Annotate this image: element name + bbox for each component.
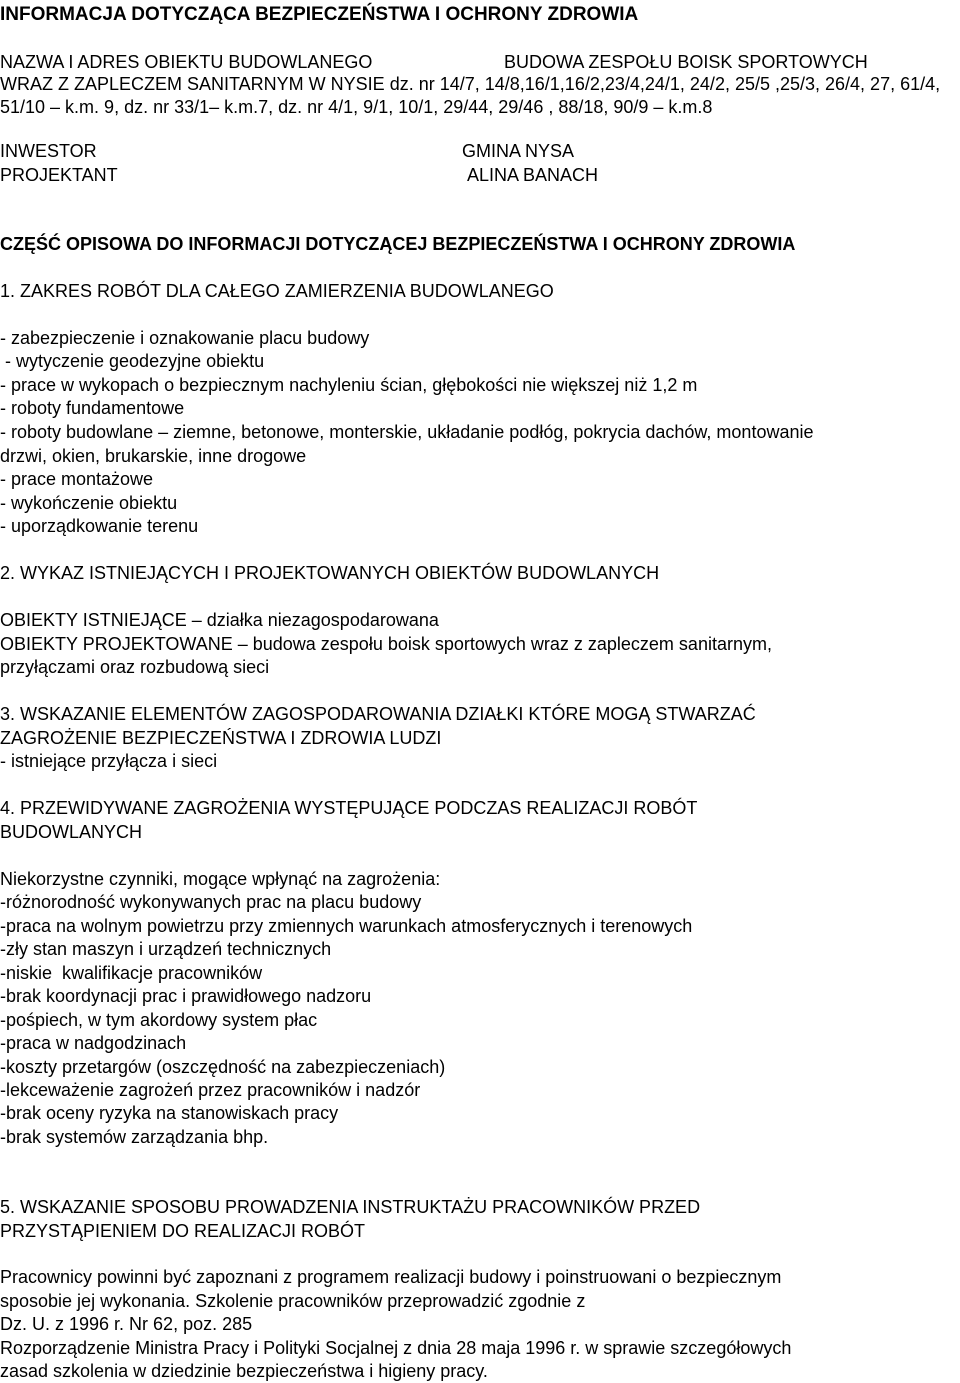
text-line: OBIEKTY ISTNIEJĄCE – działka niezagospodarowana	[0, 610, 439, 630]
list-item: - prace montażowe	[0, 469, 154, 489]
list-item: -pośpiech, w tym akordowy system płac	[0, 1010, 318, 1030]
site-value: BUDOWA ZESPOŁU BOISK SPORTOWYCH	[504, 52, 868, 72]
paragraph-line: zasad szkolenia w dziedzinie bezpieczeństwa i higieny pracy.	[0, 1361, 488, 1381]
list-item: -brak koordynacji prac i prawidłowego nadzoru	[0, 986, 372, 1006]
list-item: -brak oceny ryzyka na stanowiskach pracy	[0, 1103, 339, 1123]
list-item: - zabezpieczenie i oznakowanie placu budowy	[0, 328, 370, 348]
list-item: -koszty przetargów (oszczędność na zabezpieczeniach)	[0, 1057, 446, 1077]
list-item: -różnorodność wykonywanych prac na placu budowy	[0, 892, 422, 912]
list-item: - roboty budowlane – ziemne, betonowe, monterskie, układanie podłóg, pokrycia dachów, montowanie	[0, 422, 814, 442]
list-item: -praca na wolnym powietrzu przy zmiennych warunkach atmosferycznych i terenowych	[0, 916, 693, 936]
paragraph-line: sposobie jej wykonania. Szkolenie pracowników przeprowadzić zgodnie z	[0, 1291, 586, 1311]
section2-heading: 2. WYKAZ ISTNIEJĄCYCH I PROJEKTOWANYCH OBIEKTÓW BUDOWLANYCH	[0, 563, 660, 583]
site-label: NAZWA I ADRES OBIEKTU BUDOWLANEGO	[0, 52, 373, 72]
list-item: -zły stan maszyn i urządzeń technicznych	[0, 939, 332, 959]
investor-label: INWESTOR	[0, 141, 97, 161]
paragraph-line: Pracownicy powinni być zapoznani z programem realizacji budowy i poinstruowani o bezpiecznym	[0, 1267, 782, 1287]
site-address-line: WRAZ Z ZAPLECZEM SANITARNYM W NYSIE dz. nr 14/7, 14/8,16/1,16/2,23/4,24/1, 24/2, 25/5 ,25/3, 26/4, 27, 61/4,	[0, 74, 941, 94]
list-item: - wykończenie obiektu	[0, 493, 178, 513]
site-parcels-line: 51/10 – k.m. 9, dz. nr 33/1– k.m.7, dz. nr 4/1, 9/1, 10/1, 29/44, 29/46 , 88/18, 90/9 – k.m.8	[0, 97, 713, 117]
list-item: -praca w nadgodzinach	[0, 1033, 187, 1053]
section5-heading: 5. WSKAZANIE SPOSOBU PROWADZENIA INSTRUKTAŻU PRACOWNIKÓW PRZED	[0, 1197, 701, 1217]
list-item: - prace w wykopach o bezpiecznym nachyleniu ścian, głębokości nie większej niż 1,2 m	[0, 375, 698, 395]
list-item-continuation: drzwi, okien, brukarskie, inne drogowe	[0, 446, 307, 466]
text-line: OBIEKTY PROJEKTOWANE – budowa zespołu boisk sportowych wraz z zapleczem sanitarnym,	[0, 634, 772, 654]
section4-heading: 4. PRZEWIDYWANE ZAGROŻENIA WYSTĘPUJĄCE PODCZAS REALIZACJI ROBÓT	[0, 798, 698, 818]
designer-label: PROJEKTANT	[0, 165, 118, 185]
designer-value: ALINA BANACH	[467, 165, 599, 185]
list-item: - istniejące przyłącza i sieci	[0, 751, 218, 771]
paragraph-line: Rozporządzenie Ministra Pracy i Polityki Socjalnej z dnia 28 maja 1996 r. w sprawie szczegółowych	[0, 1338, 792, 1358]
investor-value: GMINA NYSA	[462, 141, 575, 161]
list-item: -lekceważenie zagrożeń przez pracowników i nadzór	[0, 1080, 421, 1100]
section5-heading-continuation: PRZYSTĄPIENIEM DO REALIZACJI ROBÓT	[0, 1221, 366, 1241]
section-subtitle: CZĘŚĆ OPISOWA DO INFORMACJI DOTYCZĄCEJ BEZPIECZEŃSTWA I OCHRONY ZDROWIA	[0, 234, 796, 254]
list-item: -niskie kwalifikacje pracowników	[0, 963, 263, 983]
list-item: - roboty fundamentowe	[0, 398, 185, 418]
section3-heading-continuation: ZAGROŻENIE BEZPIECZEŃSTWA I ZDROWIA LUDZI	[0, 728, 442, 748]
section4-intro: Niekorzystne czynniki, mogące wpłynąć na zagrożenia:	[0, 869, 441, 889]
section4-heading-continuation: BUDOWLANYCH	[0, 822, 143, 842]
document-title: INFORMACJA DOTYCZĄCA BEZPIECZEŃSTWA I OCHRONY ZDROWIA	[0, 4, 639, 25]
list-item: -brak systemów zarządzania bhp.	[0, 1127, 269, 1147]
list-item: - uporządkowanie terenu	[0, 516, 199, 536]
text-line: przyłączami oraz rozbudową sieci	[0, 657, 270, 677]
paragraph-line: Dz. U. z 1996 r. Nr 62, poz. 285	[0, 1314, 253, 1334]
list-item: - wytyczenie geodezyjne obiektu	[0, 351, 265, 371]
section3-heading: 3. WSKAZANIE ELEMENTÓW ZAGOSPODAROWANIA DZIAŁKI KTÓRE MOGĄ STWARZAĆ	[0, 704, 756, 724]
section1-heading: 1. ZAKRES ROBÓT DLA CAŁEGO ZAMIERZENIA BUDOWLANEGO	[0, 281, 554, 301]
